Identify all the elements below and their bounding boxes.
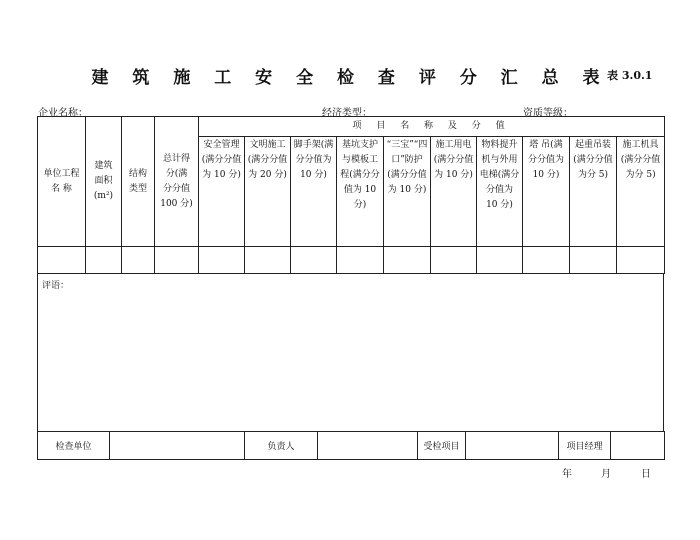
item-header: 物料提升机与外用电梯(满分分值为 10 分) — [477, 137, 523, 247]
input-cell[interactable] — [245, 247, 291, 274]
input-cell[interactable] — [155, 247, 199, 274]
company-name-label: 企业名称： — [38, 108, 88, 119]
summary-table — [37, 116, 665, 274]
footer-table — [37, 431, 665, 460]
qualification-label: 资质等级： — [523, 108, 573, 119]
input-cell[interactable] — [523, 247, 570, 274]
item-header: 施工机具(满分分值为分 5) — [617, 137, 665, 247]
input-cell[interactable] — [199, 247, 245, 274]
project-manager-label: 项目经理 — [559, 432, 611, 460]
responsible-field[interactable] — [318, 432, 418, 460]
input-cell[interactable] — [384, 247, 431, 274]
economic-type-label: 经济类型： — [322, 108, 372, 119]
header-items-title: 项 目 名 称 及 分 值 — [199, 117, 665, 137]
inspect-unit-field[interactable] — [110, 432, 245, 460]
input-cell[interactable] — [122, 247, 155, 274]
item-header: 文明施工(满分分值为 20 分) — [245, 137, 291, 247]
responsible-label: 负责人 — [245, 432, 318, 460]
inspected-project-field[interactable] — [466, 432, 559, 460]
input-cell[interactable] — [38, 247, 86, 274]
input-cell[interactable] — [291, 247, 337, 274]
table-row — [38, 247, 665, 274]
input-cell[interactable] — [337, 247, 384, 274]
form-title: 建 筑 施 工 安 全 检 查 评 分 汇 总 表 — [91, 68, 609, 88]
comment-label: 评语： — [42, 281, 70, 291]
header-structure-type: 结构 类型 — [122, 117, 155, 247]
inspected-project-label: 受检项目 — [418, 432, 466, 460]
header-project-name: 单位工程 名 称 — [38, 117, 86, 247]
header-building-area: 建筑 面积 (m²) — [86, 117, 122, 247]
project-manager-field[interactable] — [611, 432, 665, 460]
item-header: 安全管理(满分分值为 10 分) — [199, 137, 245, 247]
header-total-score: 总计得 分(满 分分值 100 分) — [155, 117, 199, 247]
input-cell[interactable] — [617, 247, 665, 274]
item-header: “三宝”“四口”防护(满分分值为 10 分) — [384, 137, 431, 247]
input-cell[interactable] — [431, 247, 477, 274]
item-header: 起重吊装(满分分值为分 5) — [570, 137, 617, 247]
item-header: 施工用电(满分分值为 10 分) — [431, 137, 477, 247]
input-cell[interactable] — [477, 247, 523, 274]
input-cell[interactable] — [570, 247, 617, 274]
date-month: 月 — [601, 469, 611, 480]
comment-area[interactable] — [37, 274, 664, 431]
date-year: 年 — [562, 469, 572, 480]
date-day: 日 — [641, 469, 651, 480]
item-header: 基坑支护与模板工程(满分分值为 10 分) — [337, 137, 384, 247]
item-header: 塔 吊(满分分值为 10 分) — [523, 137, 570, 247]
inspect-unit-label: 检查单位 — [38, 432, 110, 460]
input-cell[interactable] — [86, 247, 122, 274]
item-header: 脚手架(满分分值为 10 分) — [291, 137, 337, 247]
table-number: 表 3.0.1 — [607, 69, 653, 82]
